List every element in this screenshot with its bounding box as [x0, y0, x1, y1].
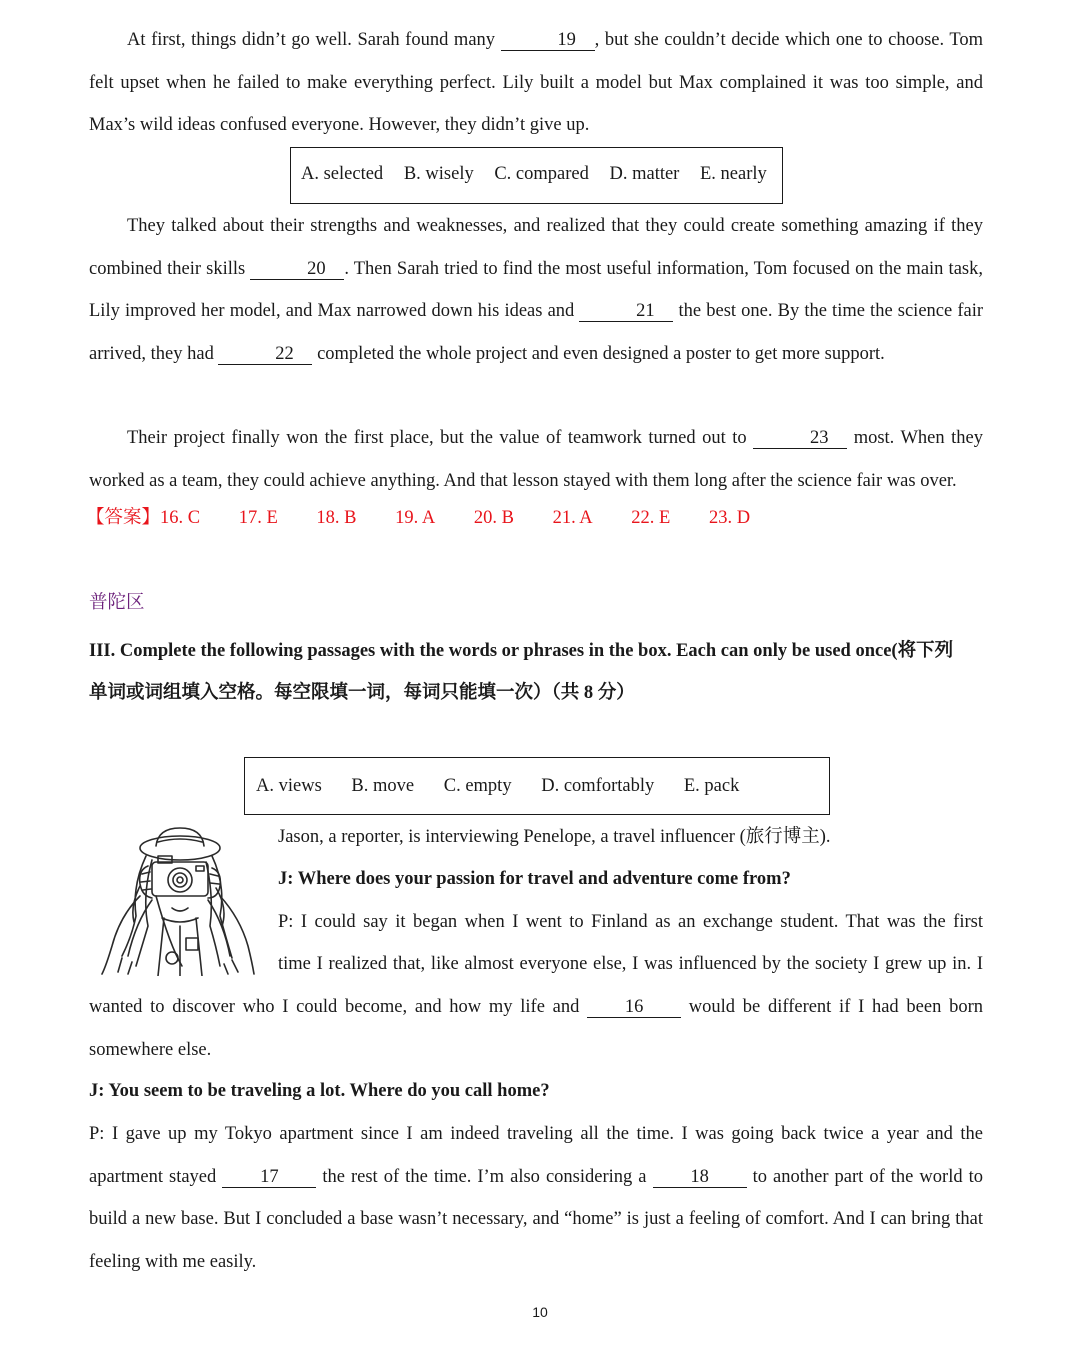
word-option: A. views — [256, 776, 322, 796]
answer-item: 23. D — [708, 508, 751, 528]
answer-item: 18. B — [316, 508, 357, 528]
blank-19: 19 — [501, 30, 595, 51]
interview-question-1: J: Where does your passion for travel and adventure come from? — [278, 869, 791, 889]
region-title: 普陀区 — [89, 593, 145, 613]
answer-item: 19. A — [395, 508, 436, 528]
interview-question-2: J: You seem to be traveling a lot. Where do you call home? — [89, 1081, 550, 1101]
blank-21: 21 — [579, 301, 673, 322]
word-option: B. move — [351, 776, 415, 796]
passage1-paragraph2: They talked about their strengths and weaknesses, and realized that they could create something amazing if they combined their skills 20 . Then Sarah tried to find the most useful information, Tom focused on the main task, Lily improved her model, and Max narrowed down his ideas and 21 the best one. By the time the science fair arrived, they had 22 completed the whole project and even designed a poster to get more support. — [89, 216, 983, 364]
dialogue-intro: Jason, a reporter, is interviewing Penelope, a travel influencer (旅行博主). — [278, 827, 831, 847]
blank-20: 20 — [250, 259, 344, 280]
blank-22: 22 — [218, 344, 312, 365]
answer-item: 16. C — [160, 508, 201, 528]
blank-16: 16 — [587, 997, 681, 1018]
passage1-paragraph3: Their project finally won the first place, but the value of teamwork turned out to 23 most. When they worked as a team, they could achieve anything. And that lesson stayed with them long after the science fair was over. — [89, 428, 983, 491]
answer-item: 20. B — [473, 508, 514, 528]
word-box-passage2 — [244, 757, 830, 815]
blank-23: 23 — [753, 428, 847, 449]
answer-key — [86, 503, 751, 529]
passage1-paragraph1: At first, things didn’t go well. Sarah found many 19 , but she couldn’t decide which one to choose. Tom felt upset when he failed to make everything perfect. Lily built a model but Max complained it was too simple, and Max’s wild ideas confused everyone. However, they didn’t give up. — [89, 30, 984, 135]
word-option: B. wisely — [403, 164, 474, 184]
word-option: D. comfortably — [541, 776, 655, 796]
answer-item: 21. A — [552, 508, 593, 528]
interview-answer-1-line1: P: I could say it began when I went to Finland as an exchange student. That was the first — [278, 912, 983, 932]
interview-answer-2: P: I gave up my Tokyo apartment since I am indeed traveling all the time. I was going back twice a year and the apartment stayed 17 the rest of the time. I’m also considering a 18 to another part of the world to build a new base. But I concluded a base wasn’t necessary, and “home” is just a feeling of comfort. And I can bring that feeling with me easily. — [89, 1124, 984, 1272]
word-option: E. nearly — [699, 164, 767, 184]
word-option: C. compared — [494, 164, 589, 184]
section-heading: III. Complete the following passages with the words or phrases in the box. Each can only be used once(将下列 单词或词组填入空格。每空限填一词，每词只能填一次）（共 8 分） — [89, 641, 954, 703]
word-option: C. empty — [443, 776, 512, 796]
word-option: A. selected — [301, 164, 384, 184]
answer-item: 17. E — [238, 508, 278, 528]
word-box-passage1 — [290, 147, 783, 204]
photographer-illustration — [92, 826, 260, 976]
answer-item: 22. E — [631, 508, 671, 528]
page-number: 10 — [532, 1304, 548, 1320]
blank-17: 17 — [222, 1167, 316, 1188]
answer-label: 【答案】 — [86, 508, 161, 528]
blank-18: 18 — [653, 1167, 747, 1188]
interview-answer-1-line2: time I realized that, like almost everyone else, I was influenced by the society I grew up in. I — [278, 954, 983, 974]
interview-answer-1-continued: wanted to discover who I could become, and how my life and 16 would be different if I had been born somewhere else. — [89, 997, 983, 1060]
word-option: D. matter — [609, 164, 680, 184]
word-option: E. pack — [683, 776, 740, 796]
